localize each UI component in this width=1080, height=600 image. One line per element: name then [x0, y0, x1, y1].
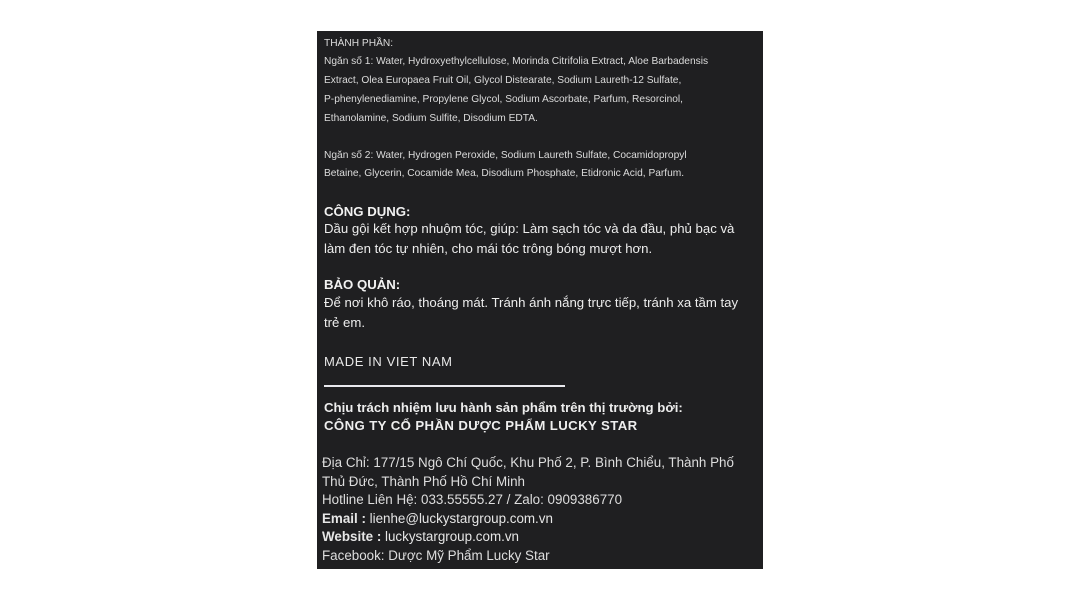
facebook-text: Facebook: Dược Mỹ Phẩm Lucky Star [322, 548, 550, 563]
uses-line: làm đen tóc tự nhiên, cho mái tóc trông bóng mượt hơn. [324, 241, 653, 256]
product-label [317, 31, 763, 569]
website-label: Website : [322, 529, 382, 544]
ingredients-part1-line: P-phenylenediamine, Propylene Glycol, Sodium Ascorbate, Parfum, Resorcinol, [324, 94, 684, 105]
responsible-line: Chịu trách nhiệm lưu hành sản phẩm trên thị trường bởi: [324, 400, 683, 415]
ingredients-part1-line: Ethanolamine, Sodium Sulfite, Disodium EDTA. [324, 113, 538, 124]
company-name: CÔNG TY CỔ PHẦN DƯỢC PHẨM LUCKY STAR [324, 418, 638, 433]
ingredients-part2-line: Betaine, Glycerin, Cocamide Mea, Disodium Phosphate, Etidronic Acid, Parfum. [324, 168, 685, 179]
ingredients-heading: THÀNH PHẦN: [324, 38, 394, 49]
ingredients-part1-line: Extract, Olea Europaea Fruit Oil, Glycol Distearate, Sodium Laureth-12 Sulfate, [324, 75, 682, 86]
storage-line: trẻ em. [324, 315, 366, 330]
ingredients-part2-line: Ngăn số 2: Water, Hydrogen Peroxide, Sodium Laureth Sulfate, Cocamidopropyl [324, 150, 687, 161]
website-row [322, 529, 519, 544]
email-label: Email : [322, 511, 366, 526]
uses-line: Dầu gội kết hợp nhuộm tóc, giúp: Làm sạch tóc và da đầu, phủ bạc và [324, 221, 735, 236]
website-value: luckystargroup.com.vn [381, 529, 519, 544]
email-value: lienhe@luckystargroup.com.vn [365, 511, 553, 526]
divider [324, 385, 565, 387]
storage-line: Để nơi khô ráo, thoáng mát. Tránh ánh nắng trực tiếp, tránh xa tầm tay [324, 295, 739, 310]
email-row [322, 511, 553, 526]
address-line: Địa Chỉ: 177/15 Ngô Chí Quốc, Khu Phố 2, P. Bình Chiểu, Thành Phố [322, 455, 734, 470]
hotline-text: Hotline Liên Hệ: 033.55555.27 / Zalo: 0909386770 [322, 492, 623, 507]
uses-heading: CÔNG DỤNG: [324, 204, 411, 219]
origin-text: MADE IN VIET NAM [324, 354, 453, 369]
ingredients-part1-line: Ngăn số 1: Water, Hydroxyethylcellulose, Morinda Citrifolia Extract, Aloe Barbadensis [324, 56, 709, 67]
storage-heading: BẢO QUẢN: [324, 277, 401, 292]
address-line: Thủ Đức, Thành Phố Hồ Chí Minh [322, 474, 525, 489]
